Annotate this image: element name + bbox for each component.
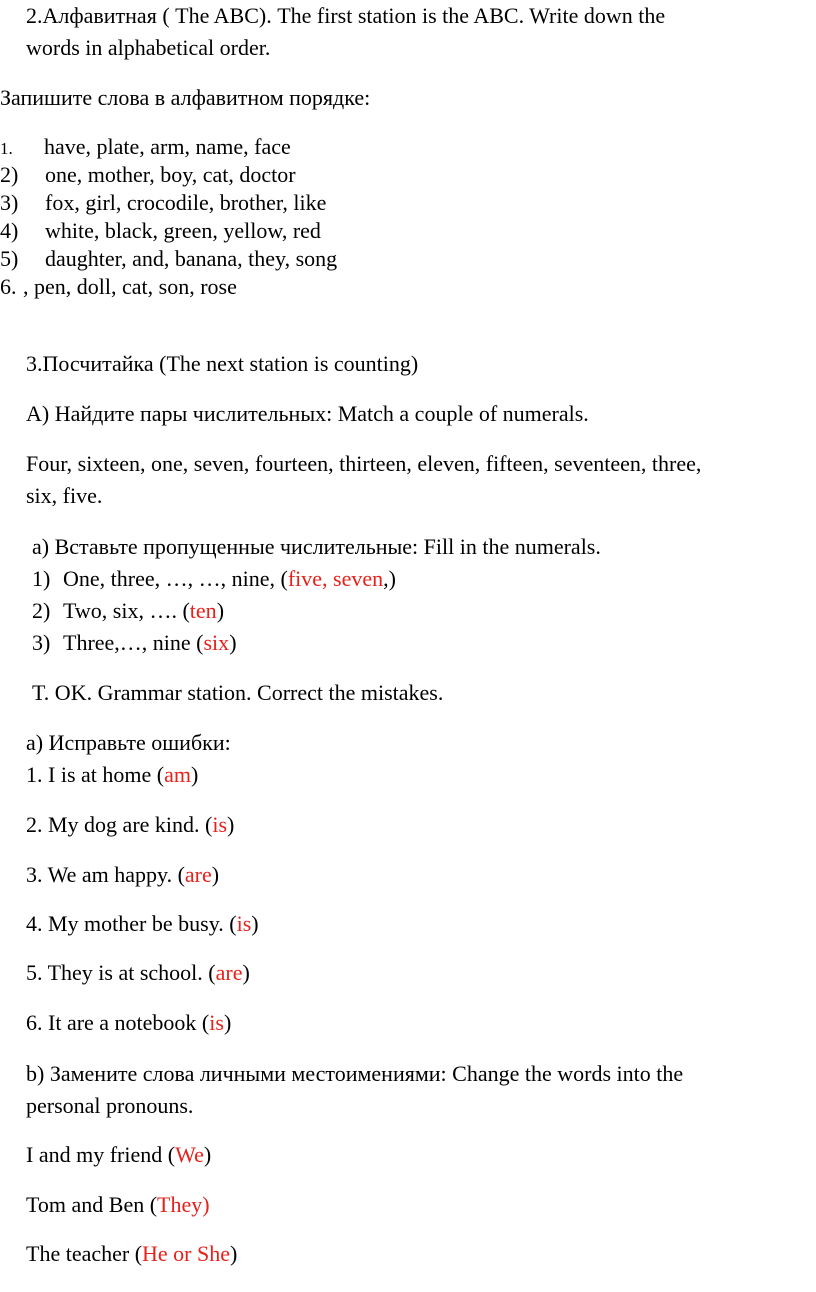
fill-item: [32, 563, 396, 595]
correct-mistakes-heading: a) Исправьте ошибки:: [26, 730, 231, 755]
answer-text: is: [236, 911, 252, 936]
pronouns-heading-line2: personal pronouns.: [26, 1093, 194, 1118]
list-item-number: 3): [0, 190, 19, 215]
grammar-heading: T. OK. Grammar station. Correct the mistakes.: [32, 680, 444, 705]
match-numerals-heading: A) Найдите пары числительных: Match a couple of numerals.: [26, 401, 589, 426]
list-item-text: fox, girl, crocodile, brother, like: [45, 190, 327, 215]
grammar-item-suffix: ): [242, 960, 250, 985]
grammar-item-suffix: ): [251, 911, 259, 936]
grammar-item-text: 4. My mother be busy. (: [26, 911, 237, 936]
list-item-text: have, plate, arm, name, face: [44, 134, 291, 159]
pronouns-heading-line1: b) Замените слова личными местоимениями: Change the words into the: [26, 1061, 684, 1086]
list-item-number: 1.: [0, 139, 13, 158]
list-item-number: 5): [0, 246, 19, 271]
grammar-item: [26, 859, 219, 891]
fill-item: [32, 595, 224, 627]
fill-item-text: Two, six, …. (: [63, 598, 190, 623]
grammar-item-text: 2. My dog are kind. (: [26, 812, 213, 837]
grammar-item-text: 5. They is at school. (: [26, 960, 216, 985]
list-item-text: one, mother, boy, cat, doctor: [45, 162, 296, 187]
grammar-item-text: 1. I is at home (: [26, 762, 165, 787]
fill-item-suffix: ): [216, 598, 225, 623]
list-item-number: 6.: [0, 274, 17, 299]
grammar-item: [26, 809, 234, 841]
numerals-line1: Four, sixteen, one, seven, fourteen, thirteen, eleven, fifteen, seventeen, three,: [26, 451, 702, 476]
fill-item-number: 1): [32, 566, 51, 591]
section2-heading-line1: 2.Алфавитная ( The ABC). The first station is the ABC. Write down the: [26, 3, 666, 28]
answer-text: are: [215, 960, 243, 985]
answer-text: is: [209, 1010, 224, 1035]
grammar-item-suffix: ): [223, 1010, 232, 1035]
fill-item-suffix: ,): [383, 566, 396, 591]
pronoun-item: [26, 1238, 237, 1270]
list-item: [0, 271, 237, 303]
list-item-number: 2): [0, 162, 19, 187]
grammar-item: [26, 1007, 231, 1039]
grammar-item-suffix: ): [190, 762, 199, 787]
list-item-text: , pen, doll, cat, son, rose: [23, 274, 237, 299]
answer-text: five, seven: [287, 566, 384, 591]
answer-text: They): [157, 1192, 210, 1217]
pronoun-item-text: The teacher (: [26, 1241, 143, 1266]
answer-text: am: [164, 762, 191, 787]
fill-numerals-heading: a) Вставьте пропущенные числительные: Fill in the numerals.: [32, 534, 601, 559]
section2-heading-line2: words in alphabetical order.: [26, 35, 271, 60]
grammar-item-text: 6. It are a notebook (: [26, 1010, 210, 1035]
answer-text: is: [212, 812, 228, 837]
list-item-number: 4): [0, 218, 19, 243]
answer-text: He or She: [142, 1241, 231, 1266]
answer-text: We: [175, 1142, 204, 1167]
pronoun-item-text: I and my friend (: [26, 1142, 176, 1167]
section2-instruction: Запишите слова в алфавитном порядке:: [0, 85, 371, 110]
answer-text: are: [184, 862, 212, 887]
pronoun-item: [26, 1189, 210, 1221]
pronoun-item-suffix: ): [203, 1142, 212, 1167]
grammar-item: [26, 759, 198, 791]
fill-item-number: 3): [32, 630, 51, 655]
grammar-item-suffix: ): [227, 812, 235, 837]
grammar-item: [26, 957, 250, 989]
section3-heading: 3.Посчитайка (The next station is counting): [26, 351, 419, 376]
answer-text: six: [203, 630, 230, 655]
fill-item-suffix: ): [229, 630, 237, 655]
fill-item: [32, 627, 237, 659]
grammar-item-suffix: ): [211, 862, 220, 887]
pronoun-item: [26, 1139, 211, 1171]
fill-item-text: One, three, …, …, nine, (: [63, 566, 288, 591]
numerals-line2: six, five.: [26, 483, 103, 508]
pronoun-item-text: Tom and Ben (: [26, 1192, 158, 1217]
answer-text: ten: [189, 598, 217, 623]
list-item-text: white, black, green, yellow, red: [45, 218, 321, 243]
fill-item-text: Three,…, nine (: [63, 630, 204, 655]
pronoun-item-suffix: ): [230, 1241, 238, 1266]
list-item-text: daughter, and, banana, they, song: [45, 246, 338, 271]
grammar-item-text: 3. We am happy. (: [26, 862, 185, 887]
grammar-item: [26, 908, 259, 940]
fill-item-number: 2): [32, 598, 51, 623]
